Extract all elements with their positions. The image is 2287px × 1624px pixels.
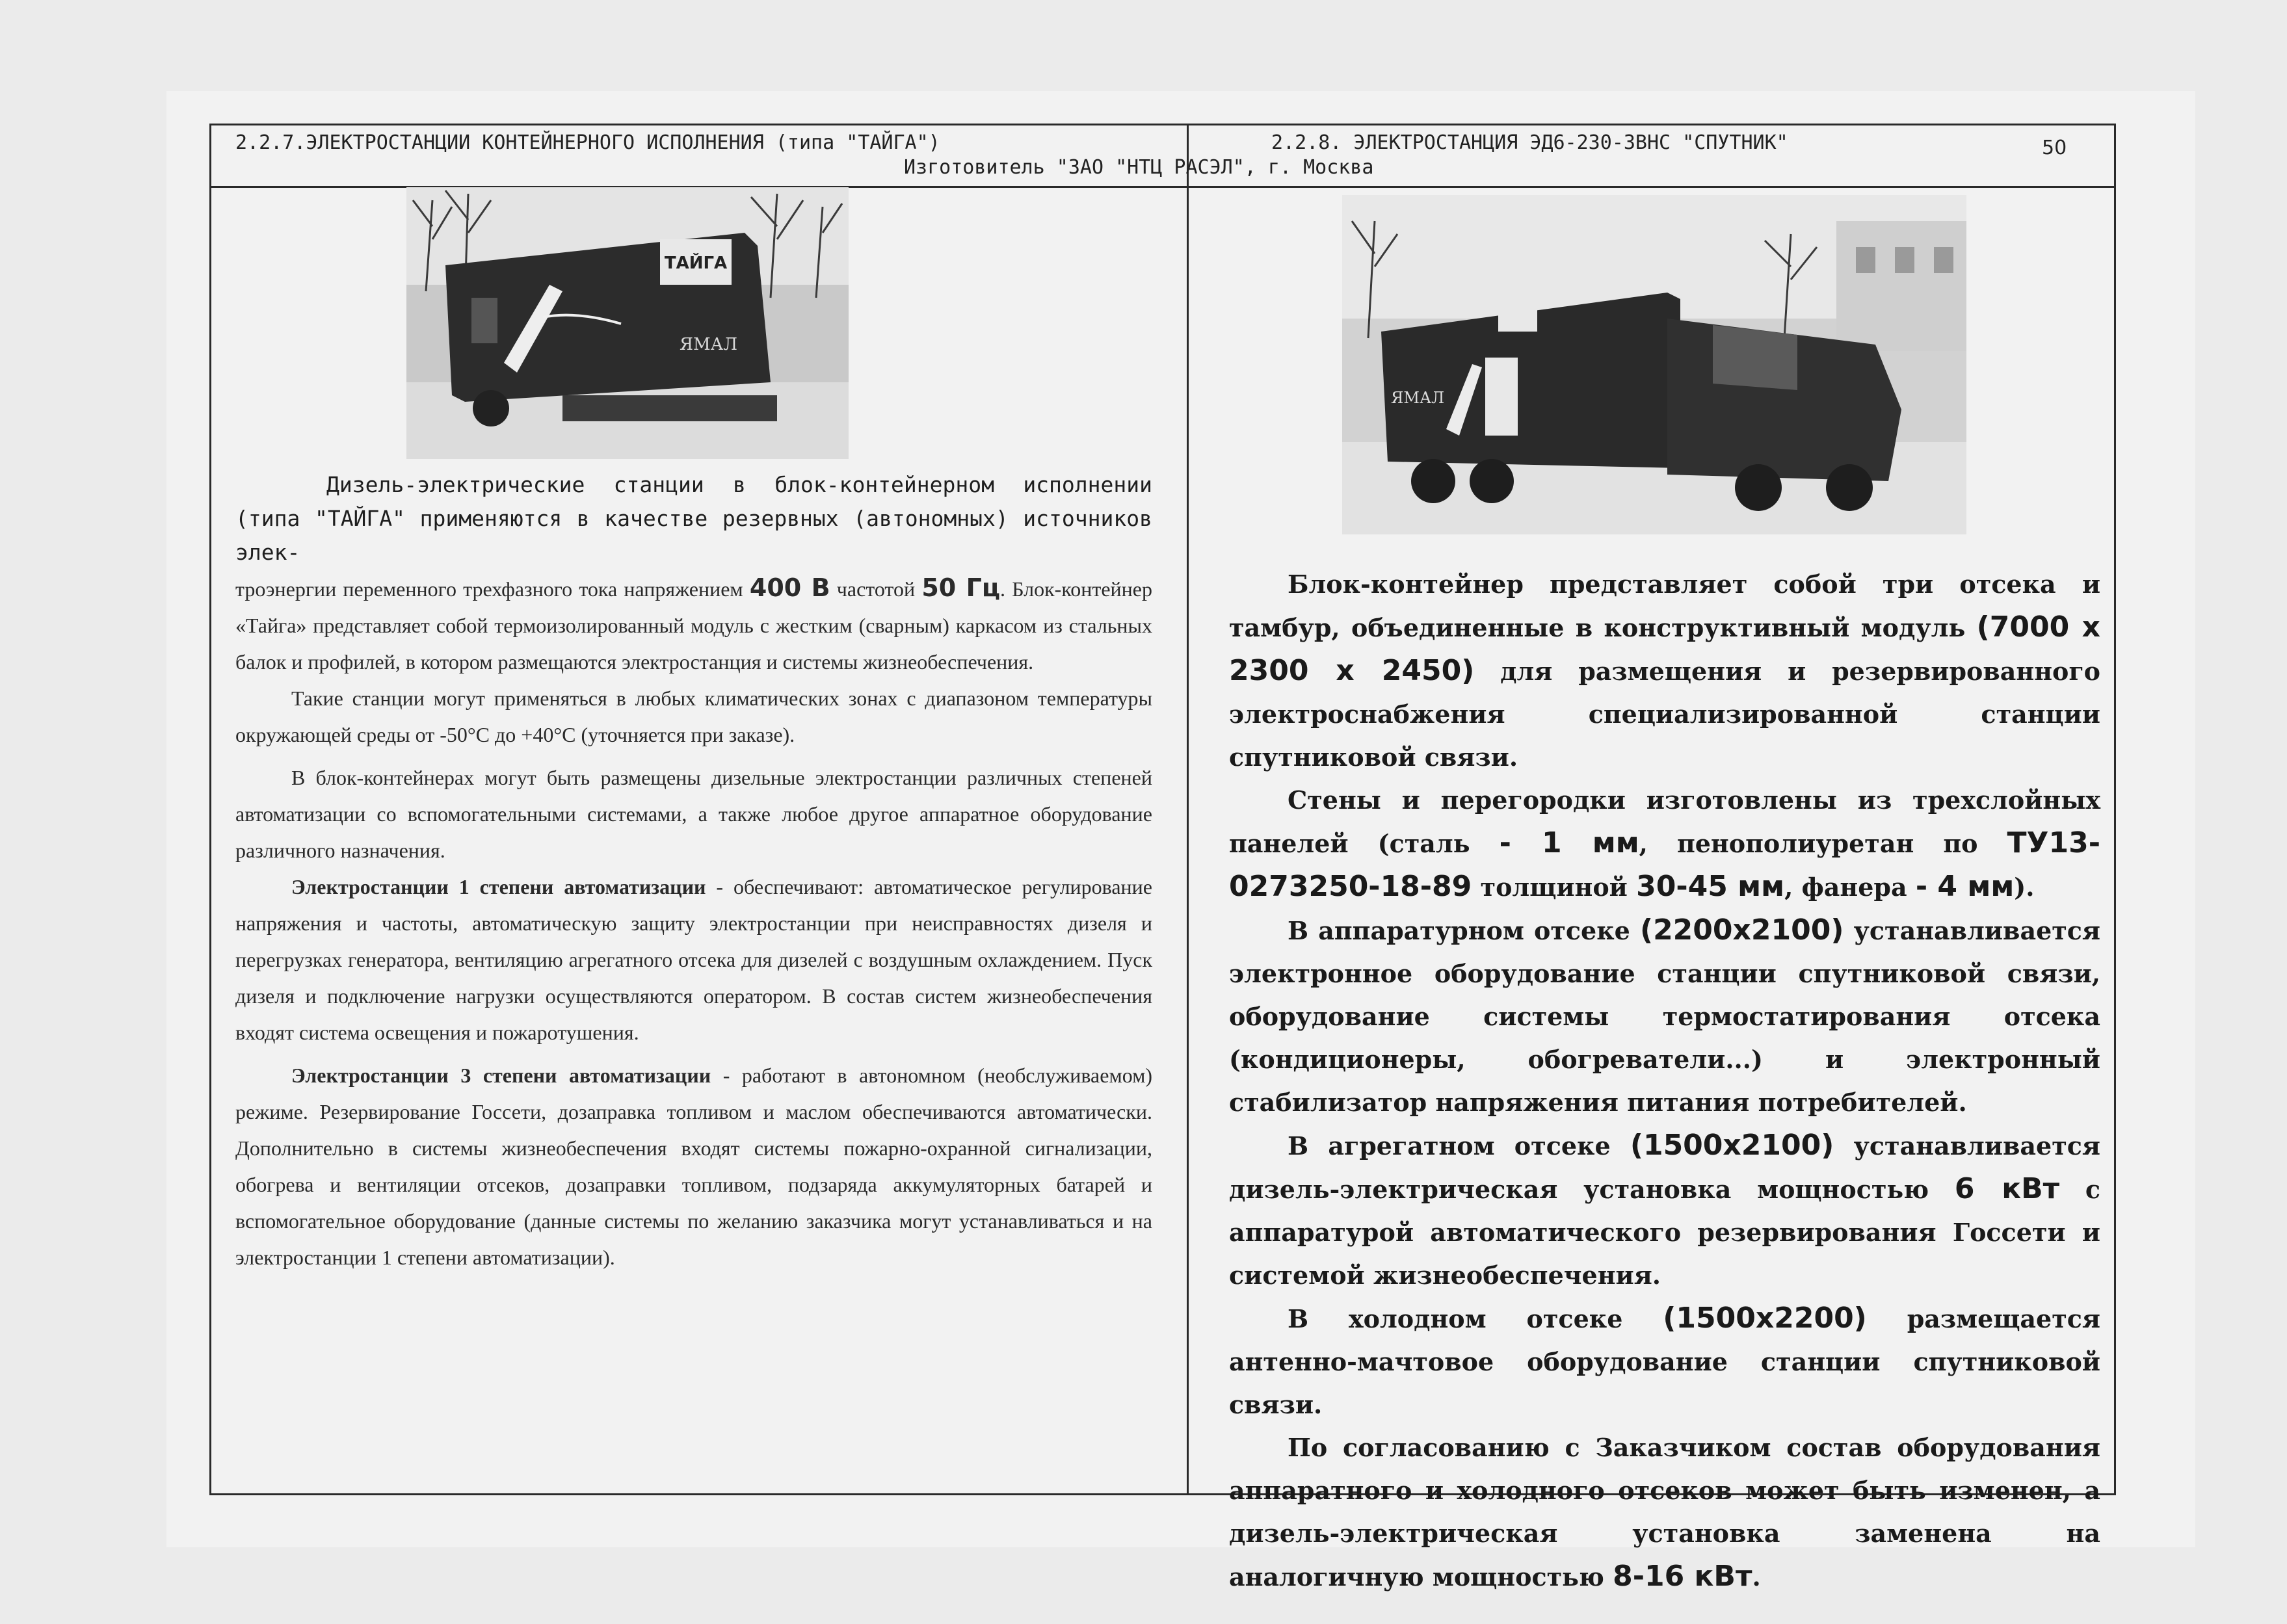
left-p1-text-b: частотой: [830, 577, 922, 601]
right-p6-text-a: По согласованию с Заказчиком состав оборудования аппаратного и холодного отсеков может быть изменен, а дизель-электрическая установка заменена на аналогичную мощностью: [1229, 1433, 2100, 1591]
right-p4-text-b: устанавливается дизель-электрическая установка мощностью: [1229, 1131, 2100, 1204]
automation-level-3-heading: Электростанции 3 степени автоматизации: [291, 1064, 711, 1087]
voltage-value: 400 В: [749, 573, 830, 602]
right-p4-text-c: с аппаратурой автоматического резервирования Госсети и системой жизнеобеспечения.: [1229, 1175, 2100, 1290]
right-p2-text-d: , фанера: [1784, 872, 1916, 902]
sputnik-station-photo: [1342, 195, 1966, 534]
left-p5-text: - работают в автономном (необслуживаемом) режиме. Резервирование Госсети, дозаправка топливом и маслом обеспечиваются автоматически. Дополнительно в системы жизнеобеспечения входят системы пожарно-охранной сигнализации, обогрева и вентиляции отсеков, дозаправки топливом, подзаряда аккумуляторных батарей и вспомогательное оборудование (данные системы по желанию заказчика могут устанавливаться и на электростанции 1 степени автоматизации).: [235, 1064, 1153, 1269]
left-intro-text: Дизель-электрические станции в блок-контейнерном исполнении (типа "ТАЙГА" применяются в качестве резервных (автономных) источников элек-: [235, 472, 1152, 565]
right-p4-text-a: В агрегатном отсеке: [1288, 1131, 1630, 1160]
right-paragraph-3: [1229, 909, 2100, 1124]
alternative-power: 8-16 кВт: [1613, 1560, 1752, 1593]
left-p1-text-c: . Блок-контейнер «Тайга» представляет собой термоизолированный модуль с жестким (сварным) каркасом из стальных балок и профилей, в котором размещаются электростанция и системы жизнеобеспечения.: [235, 577, 1153, 674]
plywood-thickness: - 4 мм: [1915, 870, 2015, 903]
yamal-sign: ЯМАЛ: [680, 335, 738, 354]
right-p1-text-b: для размещения и резервированного электроснабжения специализированной станции спутниковой связи.: [1229, 657, 2100, 772]
right-p3-text-a: В аппаратурном отсеке: [1288, 916, 1640, 945]
right-paragraph-6: [1229, 1426, 2100, 1599]
right-paragraph-2: [1229, 779, 2100, 909]
right-p2-text-c: толщиной: [1472, 872, 1637, 902]
left-section-title: 2.2.7.ЭЛЕКТРОСТАНЦИИ КОНТЕЙНЕРНОГО ИСПОЛНЕНИЯ (типа "ТАЙГА"): [235, 131, 940, 154]
generator-compartment-dimensions: (1500х2100): [1630, 1129, 1834, 1162]
right-paragraph-5: [1229, 1297, 2100, 1426]
generator-power: 6 кВт: [1954, 1172, 2060, 1205]
right-paragraph-1: [1229, 563, 2100, 779]
left-paragraph-5: [235, 1057, 1152, 1276]
right-p6-text-b: .: [1752, 1562, 1761, 1591]
taiga-station-photo: [406, 187, 849, 459]
right-section-title: 2.2.8. ЭЛЕКТРОСТАНЦИЯ ЭД6-230-3ВНС "СПУТНИК": [1271, 131, 1788, 154]
right-p2-text-e: ).: [2014, 872, 2035, 902]
left-paragraph-3: [235, 759, 1152, 869]
tu-specification: ТУ13-0273250-18-89: [1229, 826, 2100, 903]
manufacturer-line: Изготовитель "ЗАО "НТЦ РАСЭЛ", г. Москва: [904, 156, 1374, 179]
column-divider: [1187, 124, 1189, 1495]
taiga-brand-sign: ТАЙГА: [664, 254, 728, 273]
right-p1-text-a: Блок-контейнер представляет собой три отсека и тамбур, объединенные в конструктивный модуль: [1229, 570, 2100, 642]
right-p2-text-b: , пенополиуретан по: [1639, 829, 2007, 858]
module-dimensions: (7000 х 2300 х 2450): [1229, 610, 2100, 687]
left-p4-text: - обеспечивают: автоматическое регулирование напряжения и частоты, автоматическую защиту электростанции при неисправностях дизеля и перегрузках генератора, вентиляцию агрегатного отсека для дизелей с воздушным охлаждением. Пуск дизеля и подключение нагрузки осуществляются оператором. В состав систем жизнеобеспечения входят система освещения и пожаротушения.: [235, 875, 1153, 1044]
right-column: [1229, 563, 2100, 1599]
right-p3-text-b: устанавливается электронное оборудование станции спутниковой связи, оборудование системы термостатирования отсека (кондиционеры, обогреватели...) и электронный стабилизатор напряжения питания потребителей.: [1229, 916, 2100, 1117]
left-paragraph-1: [235, 570, 1152, 680]
automation-level-1-heading: Электростанции 1 степени автоматизации: [291, 875, 706, 898]
page-number: 50: [2042, 137, 2067, 159]
right-paragraph-4: [1229, 1124, 2100, 1297]
panel-thickness: 30-45 мм: [1636, 870, 1785, 903]
yamal-sign-right: ЯМАЛ: [1391, 389, 1445, 407]
right-p5-text-a: В холодном отсеке: [1288, 1304, 1663, 1333]
equipment-compartment-dimensions: (2200х2100): [1639, 913, 1844, 947]
cold-compartment-dimensions: (1500х2200): [1663, 1302, 1867, 1335]
left-p1-text-a: троэнергии переменного трехфазного тока напряжением: [235, 577, 750, 601]
left-paragraph-4: [235, 869, 1152, 1051]
left-p3-text: В блок-контейнерах могут быть размещены дизельные электростанции различных степеней автоматизации со вспомогательными системами, а также любое другое аппаратное оборудование различного назначения.: [235, 766, 1152, 862]
right-p2-text-a: Стены и перегородки изготовлены из трехслойных панелей (сталь: [1229, 785, 2100, 858]
left-p2-text: Такие станции могут применяться в любых климатических зонах с диапазоном температуры окружающей среды от -50°С до +40°С (уточняется при заказе).: [235, 687, 1152, 746]
left-intro-paragraph: [235, 468, 1152, 570]
frequency-value: 50 Гц: [921, 573, 1000, 602]
left-paragraph-2: [235, 680, 1152, 753]
page-background-top: [0, 0, 2287, 91]
right-p5-text-b: размещается антенно-мачтовое оборудование станции спутниковой связи.: [1229, 1304, 2100, 1419]
left-column: [235, 468, 1152, 1276]
steel-thickness: - 1 мм: [1499, 826, 1639, 859]
